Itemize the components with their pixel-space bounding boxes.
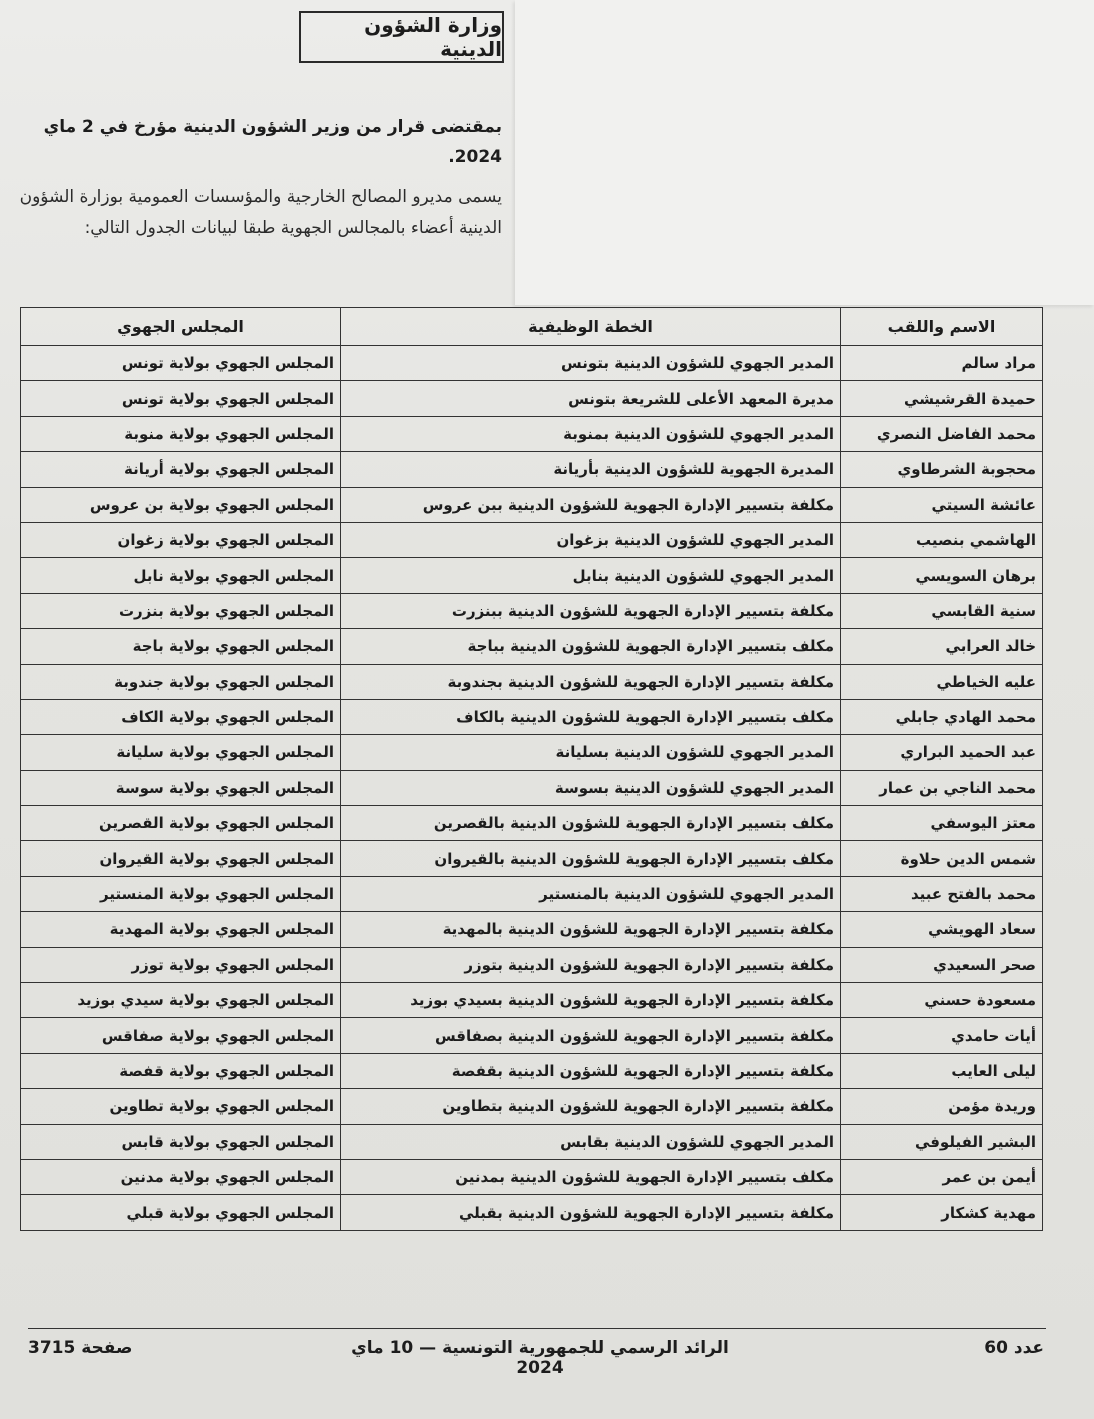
cell-role: مكلفة بتسيير الإدارة الجهوية للشؤون الدينية ببن عروس bbox=[341, 487, 841, 522]
ministry-title: وزارة الشؤون الدينية bbox=[364, 13, 502, 61]
cell-role: المدير الجهوي للشؤون الدينية بمنوبة bbox=[341, 416, 841, 451]
table-row bbox=[21, 841, 1043, 876]
publication-line: الرائد الرسمي للجمهورية التونسية — 10 ماي 2024 bbox=[351, 1338, 729, 1378]
cell-name: برهان السويسي bbox=[841, 558, 1043, 593]
overlapping-paper-sheet bbox=[515, 0, 1094, 305]
cell-council: المجلس الجهوي بولاية سليانة bbox=[21, 735, 341, 770]
cell-council: المجلس الجهوي بولاية أريانة bbox=[21, 452, 341, 487]
cell-council: المجلس الجهوي بولاية قبلي bbox=[21, 1195, 341, 1230]
header-name: الاسم واللقب bbox=[841, 308, 1043, 346]
cell-council: المجلس الجهوي بولاية سيدي بوزيد bbox=[21, 983, 341, 1018]
table-row bbox=[21, 1195, 1043, 1230]
cell-role: المديرة الجهوية للشؤون الدينية بأريانة bbox=[341, 452, 841, 487]
cell-role: مكلف بتسيير الإدارة الجهوية للشؤون الدينية بمدنين bbox=[341, 1159, 841, 1194]
cell-role: مكلفة بتسيير الإدارة الجهوية للشؤون الدينية بصفاقس bbox=[341, 1018, 841, 1053]
cell-council: المجلس الجهوي بولاية سوسة bbox=[21, 770, 341, 805]
table-row bbox=[21, 806, 1043, 841]
cell-council: المجلس الجهوي بولاية صفاقس bbox=[21, 1018, 341, 1053]
table-row bbox=[21, 947, 1043, 982]
cell-name: معتز اليوسفي bbox=[841, 806, 1043, 841]
cell-name: مراد سالم bbox=[841, 346, 1043, 381]
cell-council: المجلس الجهوي بولاية الكاف bbox=[21, 699, 341, 734]
cell-name: سنية القابسي bbox=[841, 593, 1043, 628]
cell-council: المجلس الجهوي بولاية توزر bbox=[21, 947, 341, 982]
table-row bbox=[21, 770, 1043, 805]
cell-council: المجلس الجهوي بولاية منوبة bbox=[21, 416, 341, 451]
cell-name: محمد الفاضل النصري bbox=[841, 416, 1043, 451]
cell-name: وريدة مؤمن bbox=[841, 1089, 1043, 1124]
cell-council: المجلس الجهوي بولاية بن عروس bbox=[21, 487, 341, 522]
table-row bbox=[21, 1124, 1043, 1159]
cell-council: المجلس الجهوي بولاية تونس bbox=[21, 381, 341, 416]
page-number: صفحة 3715 bbox=[28, 1338, 133, 1358]
cell-role: مكلفة بتسيير الإدارة الجهوية للشؤون الدينية بقبلي bbox=[341, 1195, 841, 1230]
cell-council: المجلس الجهوي بولاية تطاوين bbox=[21, 1089, 341, 1124]
table-row bbox=[21, 664, 1043, 699]
cell-role: مكلفة بتسيير الإدارة الجهوية للشؤون الدينية بجندوبة bbox=[341, 664, 841, 699]
appointments-table bbox=[20, 307, 1043, 1231]
table-row bbox=[21, 381, 1043, 416]
cell-name: البشير الفيلوفي bbox=[841, 1124, 1043, 1159]
table-row bbox=[21, 1018, 1043, 1053]
cell-role: مكلف بتسيير الإدارة الجهوية للشؤون الدينية بالقيروان bbox=[341, 841, 841, 876]
table-header-row bbox=[21, 308, 1043, 346]
cell-name: عبد الحميد البراري bbox=[841, 735, 1043, 770]
table-row bbox=[21, 1053, 1043, 1088]
cell-role: المدير الجهوي للشؤون الدينية بالمنستير bbox=[341, 876, 841, 911]
cell-role: مديرة المعهد الأعلى للشريعة بتونس bbox=[341, 381, 841, 416]
issue-number: عدد 60 bbox=[984, 1338, 1044, 1358]
cell-role: مكلف بتسيير الإدارة الجهوية للشؤون الدينية بالكاف bbox=[341, 699, 841, 734]
cell-role: مكلف بتسيير الإدارة الجهوية للشؤون الدينية بالقصرين bbox=[341, 806, 841, 841]
decree-line: بمقتضى قرار من وزير الشؤون الدينية مؤرخ في 2 ماي 2024. bbox=[43, 117, 502, 167]
cell-role: المدير الجهوي للشؤون الدينية بتونس bbox=[341, 346, 841, 381]
cell-council: المجلس الجهوي بولاية نابل bbox=[21, 558, 341, 593]
cell-council: المجلس الجهوي بولاية زغوان bbox=[21, 522, 341, 557]
cell-council: المجلس الجهوي بولاية مدنين bbox=[21, 1159, 341, 1194]
cell-name: عليه الخياطي bbox=[841, 664, 1043, 699]
cell-name: مهدية كشكار bbox=[841, 1195, 1043, 1230]
cell-role: المدير الجهوي للشؤون الدينية بزغوان bbox=[341, 522, 841, 557]
header-council: المجلس الجهوي bbox=[21, 308, 341, 346]
cell-role: المدير الجهوي للشؤون الدينية بنابل bbox=[341, 558, 841, 593]
cell-role: المدير الجهوي للشؤون الدينية بسليانة bbox=[341, 735, 841, 770]
table-row bbox=[21, 876, 1043, 911]
table-row bbox=[21, 522, 1043, 557]
cell-name: مسعودة حسني bbox=[841, 983, 1043, 1018]
table-row bbox=[21, 416, 1043, 451]
cell-council: المجلس الجهوي بولاية القيروان bbox=[21, 841, 341, 876]
table-row bbox=[21, 1089, 1043, 1124]
cell-role: مكلفة بتسيير الإدارة الجهوية للشؤون الدينية بتطاوين bbox=[341, 1089, 841, 1124]
cell-name: خالد العرابي bbox=[841, 629, 1043, 664]
cell-name: محمد الهادي جابلي bbox=[841, 699, 1043, 734]
cell-name: صحر السعيدي bbox=[841, 947, 1043, 982]
cell-role: مكلف بتسيير الإدارة الجهوية للشؤون الدينية بباجة bbox=[341, 629, 841, 664]
cell-role: مكلفة بتسيير الإدارة الجهوية للشؤون الدينية بقفصة bbox=[341, 1053, 841, 1088]
table-row bbox=[21, 558, 1043, 593]
cell-council: المجلس الجهوي بولاية القصرين bbox=[21, 806, 341, 841]
cell-role: مكلفة بتسيير الإدارة الجهوية للشؤون الدينية بتوزر bbox=[341, 947, 841, 982]
table-row bbox=[21, 735, 1043, 770]
cell-role: المدير الجهوي للشؤون الدينية بقابس bbox=[341, 1124, 841, 1159]
cell-name: عائشة السيتي bbox=[841, 487, 1043, 522]
cell-name: ليلى العايب bbox=[841, 1053, 1043, 1088]
cell-council: المجلس الجهوي بولاية قفصة bbox=[21, 1053, 341, 1088]
header-role: الخطة الوظيفية bbox=[341, 308, 841, 346]
cell-council: المجلس الجهوي بولاية المنستير bbox=[21, 876, 341, 911]
cell-council: المجلس الجهوي بولاية قابس bbox=[21, 1124, 341, 1159]
table-row bbox=[21, 346, 1043, 381]
table-row bbox=[21, 1159, 1043, 1194]
table-row bbox=[21, 593, 1043, 628]
cell-role: المدير الجهوي للشؤون الدينية بسوسة bbox=[341, 770, 841, 805]
cell-name: محمد بالفتح عبيد bbox=[841, 876, 1043, 911]
cell-council: المجلس الجهوي بولاية باجة bbox=[21, 629, 341, 664]
table-row bbox=[21, 699, 1043, 734]
cell-role: مكلفة بتسيير الإدارة الجهوية للشؤون الدينية ببنزرت bbox=[341, 593, 841, 628]
cell-council: المجلس الجهوي بولاية تونس bbox=[21, 346, 341, 381]
cell-role: مكلفة بتسيير الإدارة الجهوية للشؤون الدينية بسيدي بوزيد bbox=[341, 983, 841, 1018]
table-row bbox=[21, 487, 1043, 522]
cell-council: المجلس الجهوي بولاية جندوبة bbox=[21, 664, 341, 699]
cell-name: حميدة القرشيشي bbox=[841, 381, 1043, 416]
cell-name: محجوبة الشرطاوي bbox=[841, 452, 1043, 487]
cell-name: أيمن بن عمر bbox=[841, 1159, 1043, 1194]
cell-council: المجلس الجهوي بولاية بنزرت bbox=[21, 593, 341, 628]
cell-role: مكلفة بتسيير الإدارة الجهوية للشؤون الدينية بالمهدية bbox=[341, 912, 841, 947]
cell-council: المجلس الجهوي بولاية المهدية bbox=[21, 912, 341, 947]
cell-name: محمد الناجي بن عمار bbox=[841, 770, 1043, 805]
decree-body: يسمى مديرو المصالح الخارجية والمؤسسات العمومية بوزارة الشؤون الدينية أعضاء بالمجالس الجهوية طبقا لبيانات الجدول التالي: bbox=[19, 187, 502, 238]
cell-name: أيات حامدي bbox=[841, 1018, 1043, 1053]
table-row bbox=[21, 629, 1043, 664]
table-row bbox=[21, 452, 1043, 487]
cell-name: الهاشمي بنصيب bbox=[841, 522, 1043, 557]
cell-name: سعاد الهويشي bbox=[841, 912, 1043, 947]
ministry-title-box bbox=[299, 11, 504, 63]
table-row bbox=[21, 983, 1043, 1018]
cell-name: شمس الدين حلاوة bbox=[841, 841, 1043, 876]
footer-divider bbox=[28, 1328, 1046, 1329]
table-row bbox=[21, 912, 1043, 947]
table-body bbox=[21, 346, 1043, 1231]
